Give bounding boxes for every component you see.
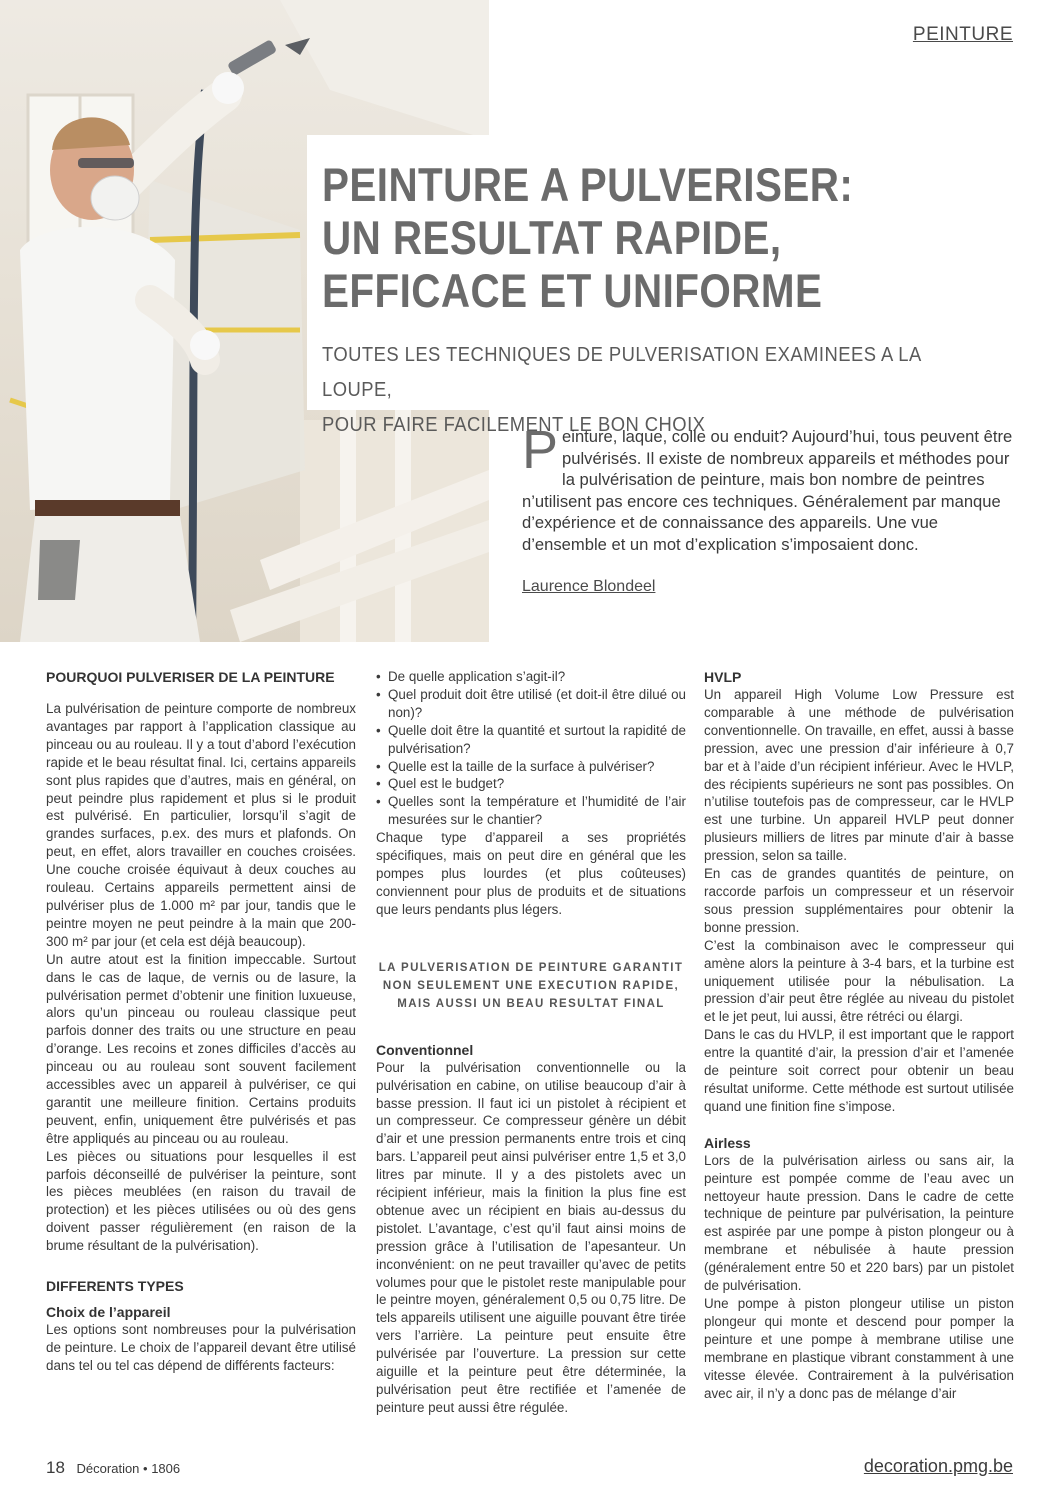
body-paragraph: Pour la pulvérisation conventionnelle ou la pulvérisation en cabine, on utilise beaucoup d’air à basse pression. Il faut ici un pistolet à récipient et un compresseur. Ce compresseur génère un débit d’air et une pression permanents entre trois et cinq bars. L’appareil peut ainsi pulvériser entre 1,5 et 3,0 litres par minute. Il y a des pistolets avec un récipient inférieur, mais la finition la plus fine est obtenue avec un récipient en biais au-dessus du pistolet. L’avantage, c’est qu’il faut ainsi moins de pression grâce à l’utilisation de l’apesanteur. Un inconvénient: on ne peut travailler qu’avec de petits volumes pour que le pistolet reste manipulable pour le peintre moyen, généralement 0,5 ou 0,75 litre. De tels appareils utilisent une aiguille pouvant être tirée vers l’arrière. La peinture peut ensuite être pulvérisée par l’ouverture. La pression sur cette aiguille et la peinture peut être déterminée, la pulvérisation peut être rectifiée et l’amenée de peinture peut aussi être régulée. bbox=[376, 1059, 686, 1415]
list-item: • Quelles sont la température et l’humidité de l’air mesurées sur le chantier? bbox=[376, 793, 686, 829]
drop-cap: P bbox=[522, 420, 559, 480]
magazine-issue: Décoration • 1806 bbox=[76, 1461, 181, 1476]
section-heading: DIFFERENTS TYPES bbox=[46, 1278, 184, 1295]
section-tag: PEINTURE bbox=[912, 24, 1013, 45]
page-number: 18 bbox=[46, 1458, 65, 1477]
title-line: UN RESULTAT RAPIDE, bbox=[322, 211, 782, 264]
subsection-heading: HVLP bbox=[704, 669, 742, 685]
subsection-heading: Choix de l’appareil bbox=[46, 1304, 171, 1321]
subtitle-line: TOUTES LES TECHNIQUES DE PULVERISATION EXAMINEES A LA LOUPE, bbox=[322, 344, 921, 401]
column-1 bbox=[46, 668, 356, 1375]
subtitle-line: POUR FAIRE FACILEMENT LE BON CHOIX bbox=[322, 414, 706, 436]
list-item: • De quelle application s’agit-il? bbox=[376, 668, 686, 686]
article-title bbox=[322, 158, 941, 317]
body-paragraph: En cas de grandes quantités de peinture, on raccorde parfois un compresseur et un réservoir sous pression supplémentaires pour obtenir la bonne pression. bbox=[704, 866, 1014, 935]
title-line: PEINTURE A PULVERISER: bbox=[322, 158, 854, 211]
body-paragraph: C’est la combinaison avec le compresseur qui amène alors la peinture à 3-4 bars, et la turbine est uniquement utilisée pour la nébulisation. La pression d’air peut être réglée au niveau du pistolet et le jet peut, lui aussi, être rétréci ou élargi. bbox=[704, 937, 1014, 1025]
body-paragraph: Chaque type d’appareil a ses propriétés spécifiques, mais on peut dire en général que les pompes plus lourdes (et plus coûteuses) conviennent pour plus de produits et de situations que leurs pendants plus légers. bbox=[376, 830, 686, 917]
body-paragraph: La pulvérisation de peinture comporte de nombreux avantages par rapport à l’application classique au pinceau ou au rouleau. Il y a tout d’abord l’exécution rapide et le beau résultat final. Ici, certains appareils sont plus rapides que d’autres, mais en général, on peut peindre plus rapidement et plus si le produit est pulvérisé. En particulier, lorsqu’il s’agit de grandes surfaces, p.ex. des murs et plafonds. On peut, en effet, alors travailler en couches croisées. Une couche croisée équivaut à deux couches au rouleau. Certains appareils permettent ainsi de pulvériser plus de 1.000 m² par jour, tandis que le peintre moyen ne peut peindre à la main que 200-300 m² par jour (et cela est déjà beaucoup). bbox=[46, 701, 356, 949]
body-paragraph: Dans le cas du HVLP, il est important que le rapport entre la quantité d’air, la pression d’air et l’amenée de peinture soit correct pour obtenir un beau résultat uniforme. Cette méthode est surtout utilisée quand une finition fine s’impose. bbox=[704, 1027, 1014, 1114]
subsection-heading: Airless bbox=[704, 1134, 751, 1151]
column-2 bbox=[376, 668, 686, 1417]
body-paragraph: Les pièces ou situations pour lesquelles il est parfois déconseillé de pulvériser la peinture, sont les pièces meublées (en raison du travail de protection) et les pièces utilisées ou où des gens doivent passer régulièrement (en raison de la brume résultant de la pulvérisation). bbox=[46, 1148, 356, 1254]
author-byline: Laurence Blondeel bbox=[522, 578, 656, 595]
intro-paragraph bbox=[522, 420, 1014, 556]
title-line: EFFICACE ET UNIFORME bbox=[322, 264, 823, 317]
body-paragraph: Les options sont nombreuses pour la pulvérisation de peinture. Le choix de l’appareil devant être utilisé dans tel ou tel cas dépend de différents facteurs: bbox=[46, 1322, 356, 1373]
pull-quote: LA PULVERISATION DE PEINTURE GARANTIT NON SEULEMENT UNE EXECUTION RAPIDE, MAIS AUSSI UN BEAU RESULTAT FINAL bbox=[378, 961, 684, 1010]
body-paragraph: Un appareil High Volume Low Pressure est comparable à une méthode de pulvérisation conventionnelle. On travaille, en effet, aussi à basse pression, avec une pression d’air inférieure à 0,7 bar et à l’aide d’un récipient inférieur. Avec le HVLP, des récipients supérieurs ne sont pas possibles. On n’utilise toutefois pas de compresseur, car le HVLP est une turbine. Un appareil HVLP peut donner plusieurs milliers de litres par minute d’air à basse pression, selon sa taille. bbox=[704, 687, 1014, 864]
section-heading: POURQUOI PULVERISER DE LA PEINTURE bbox=[46, 669, 335, 685]
list-item: • Quelle est la taille de la surface à pulvériser? bbox=[376, 758, 686, 776]
page-footer bbox=[46, 1458, 180, 1478]
subsection-heading: Conventionnel bbox=[376, 1041, 474, 1058]
website-link[interactable]: decoration.pmg.be bbox=[863, 1456, 1013, 1476]
list-item: • Quel produit doit être utilisé (et doit-il être dilué ou non)? bbox=[376, 686, 686, 722]
body-paragraph: Une pompe à piston plongeur utilise un piston plongeur qui monte et descend pour pomper la peinture et une pompe à membrane utilise une membrane en plastique vibrant constamment à une vitesse élevée. Contrairement à la pulvérisation avec air, il n’y a donc pas de mélange d’air bbox=[704, 1296, 1014, 1401]
intro-text: einture, laque, colle ou enduit? Aujourd’hui, tous peuvent être pulvérisés. Il existe de nombreux appareils et méthodes pour la pulvérisation de peinture, mais bon nombre de peintres n’utilisent pas encore ces techniques. Généralement par manque d’expérience et de connaissance des appareils. Une vue d’ensemble et un mot d’explication s’imposaient donc. bbox=[522, 427, 1013, 554]
list-item: • Quel est le budget? bbox=[376, 775, 686, 793]
column-3 bbox=[704, 668, 1014, 1402]
body-paragraph: Lors de la pulvérisation airless ou sans air, la peinture est pompée comme de l’eau avec un nettoyeur haute pression. Dans le cadre de cette technique de peinture par pulvérisation, la peinture est aspirée par une pompe à piston plongeur ou à membrane et nébulisée à haute pression (généralement entre 50 et 220 bars) par un pistolet de pulvérisation. bbox=[704, 1152, 1014, 1294]
list-item: • Quelle doit être la quantité et surtout la rapidité de pulvérisation? bbox=[376, 722, 686, 758]
factor-list bbox=[376, 668, 686, 829]
body-paragraph: Un autre atout est la finition impeccable. Surtout dans le cas de laque, de vernis ou de lasure, la pulvérisation permet d’obtenir une finition luxueuse, alors qu’un pinceau ou rouleau classique peut parfois donner des traits ou une structure en peau d’orange. Les recoins et zones difficiles d’accès au pinceau ou au rouleau sont souvent facilement accessibles avec un appareil à pulvériser, ce qui garantit une meilleure finition. Certains produits peuvent, enfin, uniquement être pulvérisés et pas être appliqués au pinceau ou au rouleau. bbox=[46, 951, 356, 1146]
